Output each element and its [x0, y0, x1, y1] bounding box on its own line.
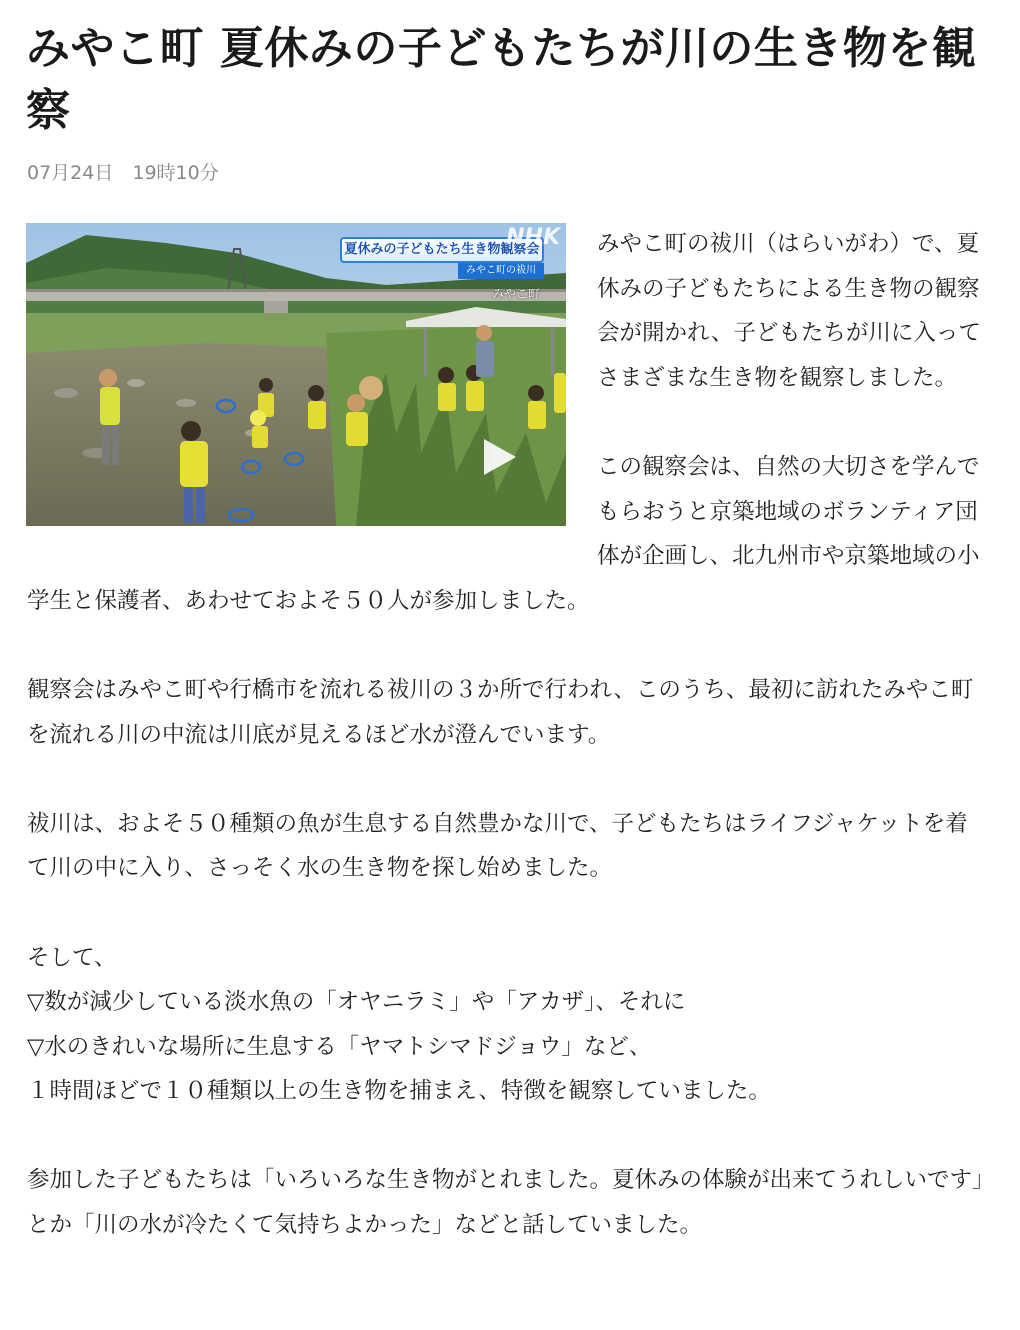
article-body [27, 222, 987, 1292]
paragraph-3: 観察会はみやこ町や行橋市を流れる祓川の３か所で行われ、このうち、最初に訪れたみやこ町を流れる川の中流は川底が見えるほど水が澄んでいます。 [27, 676, 974, 748]
nhk-logo: NHK [506, 225, 560, 250]
banner-subtitle: みやこ町の祓川 [466, 265, 536, 276]
article-date: 07月24日 19時10分 [27, 162, 219, 184]
list-item: ▽水のきれいな場所に生息する「ヤマトシマドジョウ」など、 [27, 1033, 652, 1060]
paragraph-4: 祓川は、およそ５０種類の魚が生息する自然豊かな川で、子どもたちはライフジャケットを着て川の中に入り、さっそく水の生き物を探し始めました。 [27, 810, 968, 882]
list-intro: そして、 [27, 944, 117, 971]
banner-title: 夏休みの子どもたち生き物観察会 [344, 242, 540, 257]
paragraph-1: みやこ町の祓川（はらいがわ）で、夏休みの子どもたちによる生き物の観察会が開かれ、子どもたちが川に入ってさまざまな生き物を観察しました。 [597, 231, 981, 391]
image-float-spacer [27, 222, 597, 537]
location-caption: みやこ町 [492, 287, 541, 301]
paragraph-closing: 参加した子どもたちは「いろいろな生き物がとれました。夏休みの体験が出来てうれしいです」とか「川の水が冷たくて気持ちよかった」などと話していました。 [27, 1167, 984, 1239]
article-title: みやこ町 夏休みの子どもたちが川の生き物を観察 [26, 23, 977, 136]
paragraph-2: この観察会は、自然の大切さを学んでもらおうと京築地域のボランティア団体が企画し、北九州市や京築地域の小学生と保護者、あわせておよそ５０人が参加しました。 [27, 453, 980, 614]
paragraph-list [27, 936, 987, 1114]
list-item: ▽数が減少している淡水魚の「オヤニラミ」や「アカザ」、それに [27, 989, 686, 1016]
list-conclusion: １時間ほどで１０種類以上の生き物を捕まえ、特徴を観察していました。 [27, 1078, 771, 1105]
